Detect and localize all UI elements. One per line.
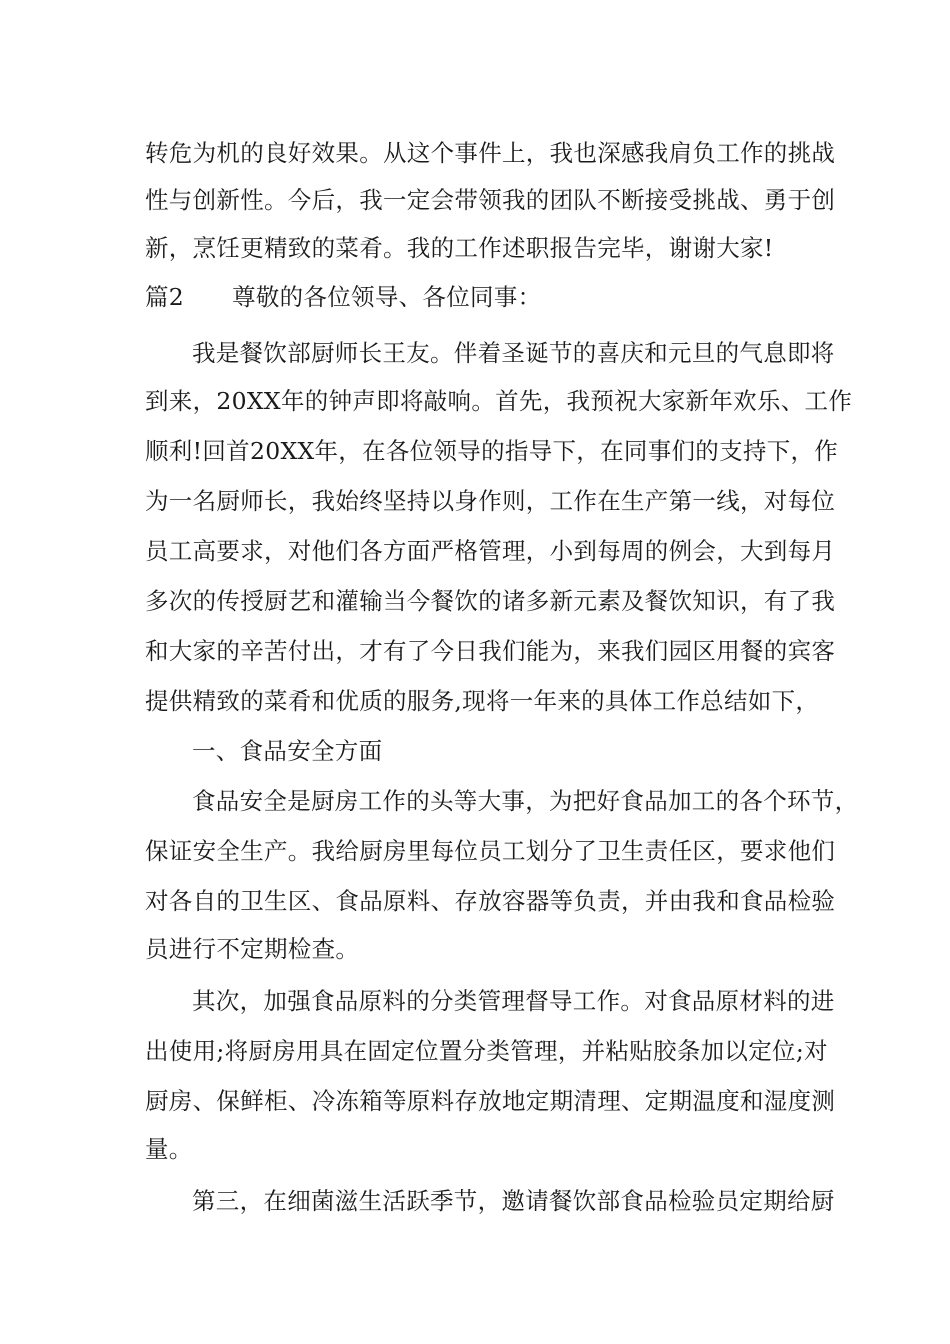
section-label: 篇2 <box>145 283 185 311</box>
paragraph-line: 多次的传授厨艺和灌输当今餐饮的诸多新元素及餐饮知识，有了我 <box>145 587 836 615</box>
paragraph-line: 员进行不定期检查。 <box>145 935 360 963</box>
paragraph-line: 和大家的辛苦付出，才有了今日我们能为，来我们园区用餐的宾客 <box>145 637 836 665</box>
paragraph-line: 第三，在细菌滋生活跃季节，邀请餐饮部食品检验员定期给厨 <box>192 1187 835 1215</box>
paragraph-line: 转危为机的良好效果。从这个事件上，我也深感我肩负工作的挑战 <box>145 139 836 167</box>
paragraph-line: 为一名厨师长，我始终坚持以身作则，工作在生产第一线，对每位 <box>145 487 836 515</box>
paragraph-line: 到来，20XX年的钟声即将敲响。首先，我预祝大家新年欢乐、工作 <box>145 387 853 415</box>
paragraph-line: 对各自的卫生区、食品原料、存放容器等负责，并由我和食品检验 <box>145 887 836 915</box>
paragraph-line: 顺利!回首20XX年，在各位领导的指导下，在同事们的支持下，作 <box>145 437 839 465</box>
paragraph-line: 保证安全生产。我给厨房里每位员工划分了卫生责任区，要求他们 <box>145 837 836 865</box>
paragraph-line: 其次，加强食品原料的分类管理督导工作。对食品原材料的进 <box>192 987 835 1015</box>
paragraph-line: 食品安全是厨房工作的头等大事，为把好食品加工的各个环节， <box>192 787 859 815</box>
paragraph-line: 出使用;将厨房用具在固定位置分类管理，并粘贴胶条加以定位;对 <box>145 1037 828 1065</box>
paragraph-line: 我是餐饮部厨师长王友。伴着圣诞节的喜庆和元旦的气息即将 <box>192 339 835 367</box>
paragraph-line: 性与创新性。今后，我一定会带领我的团队不断接受挑战、勇于创 <box>145 186 836 214</box>
section-heading <box>145 282 541 312</box>
paragraph-line: 员工高要求，对他们各方面严格管理，小到每周的例会，大到每月 <box>145 537 836 565</box>
paragraph-line: 厨房、保鲜柜、冷冻箱等原料存放地定期清理、定期温度和湿度测 <box>145 1087 836 1115</box>
paragraph-line: 量。 <box>145 1135 193 1163</box>
subsection-heading: 一、食品安全方面 <box>192 737 383 765</box>
section-greeting: 尊敬的各位领导、各位同事： <box>232 283 542 311</box>
paragraph-line: 提供精致的菜肴和优质的服务,现将一年来的具体工作总结如下， <box>145 687 820 715</box>
paragraph-line: 新，烹饪更精致的菜肴。我的工作述职报告完毕，谢谢大家! <box>145 234 774 262</box>
